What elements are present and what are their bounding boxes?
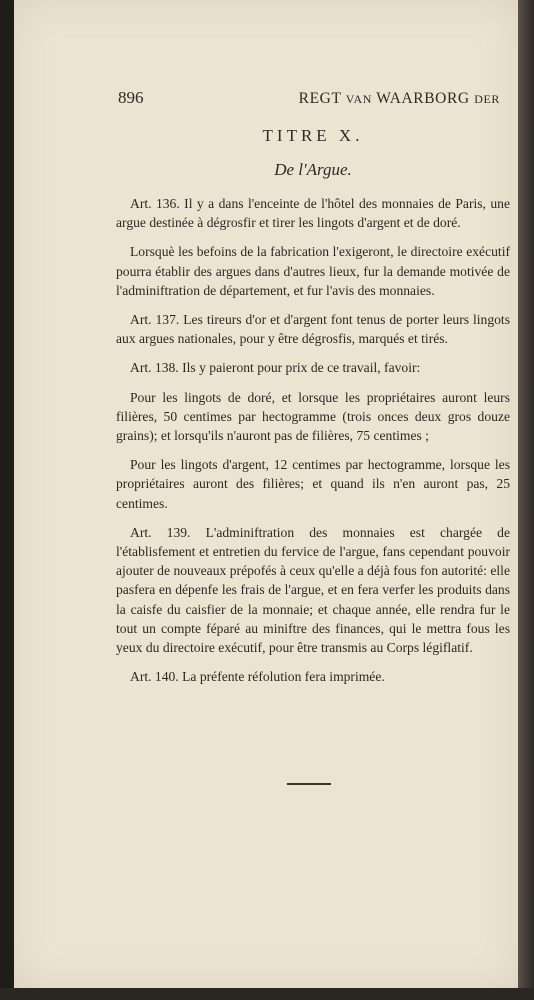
body-text bbox=[116, 194, 510, 696]
paragraph-art-139: Art. 139. L'adminiftration des monnaies est chargée de l'établisfement et entretien du fervice de l'argue, fans cependant pouvoir ajouter de nouveaux prépofés à ceux qu'elle a déjà fous fon autorité: elle pasfera en dépenfe les frais de l'argue, et en fera verfer les produits dans la caisfe du caisfier de la monnaie; et chaque année, elle rendra fur le tout un compte féparé au miniftre des finances, qui le mettra fous les yeux du directoire exécutif, pour être transmis au Corps légiflatif. bbox=[116, 524, 510, 656]
scan-bottom-edge bbox=[0, 988, 534, 1000]
page-header bbox=[118, 88, 508, 108]
section-title: TITRE X. bbox=[262, 126, 364, 145]
end-rule bbox=[287, 783, 331, 785]
paragraph-argent: Pour les lingots d'argent, 12 centimes par hectogramme, lorsque les propriétaires auront des filières; et quand ils n'en auront pas, 25 centimes. bbox=[116, 457, 510, 511]
paragraph-art-137: Art. 137. Les tireurs d'or et d'argent font tenus de porter leurs lingots aux argues nationales, pour y être dégrosfis, marqués et tirés. bbox=[116, 312, 510, 347]
paragraph-art-136: Art. 136. Il y a dans l'enceinte de l'hôtel des monnaies de Paris, une argue destinée à dégrosfir et tirer les lingots d'argent et de doré. bbox=[116, 196, 510, 231]
paragraph-art-140: Art. 140. La préfente réfolution fera imprimée. bbox=[130, 669, 385, 685]
page-edge bbox=[518, 0, 534, 1000]
page-number: 896 bbox=[118, 88, 144, 107]
running-head: REGT VAN WAARBORG DER bbox=[298, 90, 500, 107]
paragraph-art-138: Art. 138. Ils y paieront pour prix de ce travail, favoir: bbox=[130, 360, 421, 376]
section-subtitle: De l'Argue. bbox=[274, 160, 352, 179]
paragraph-art-136-cont: Lorsquè les befoins de la fabrication l'exigeront, le directoire exécutif pourra établir des argues dans d'autres lieux, fur la demande motivée de l'adminiftration de département, et fur l'avis des monnaies. bbox=[116, 244, 510, 298]
paragraph-dore: Pour les lingots de doré, et lorsque les propriétaires auront leurs filières, 50 centimes par hectogramme (trois onces deux gros douze grains); et lorsqu'ils n'auront pas de filières, 75 centimes ; bbox=[116, 389, 510, 444]
